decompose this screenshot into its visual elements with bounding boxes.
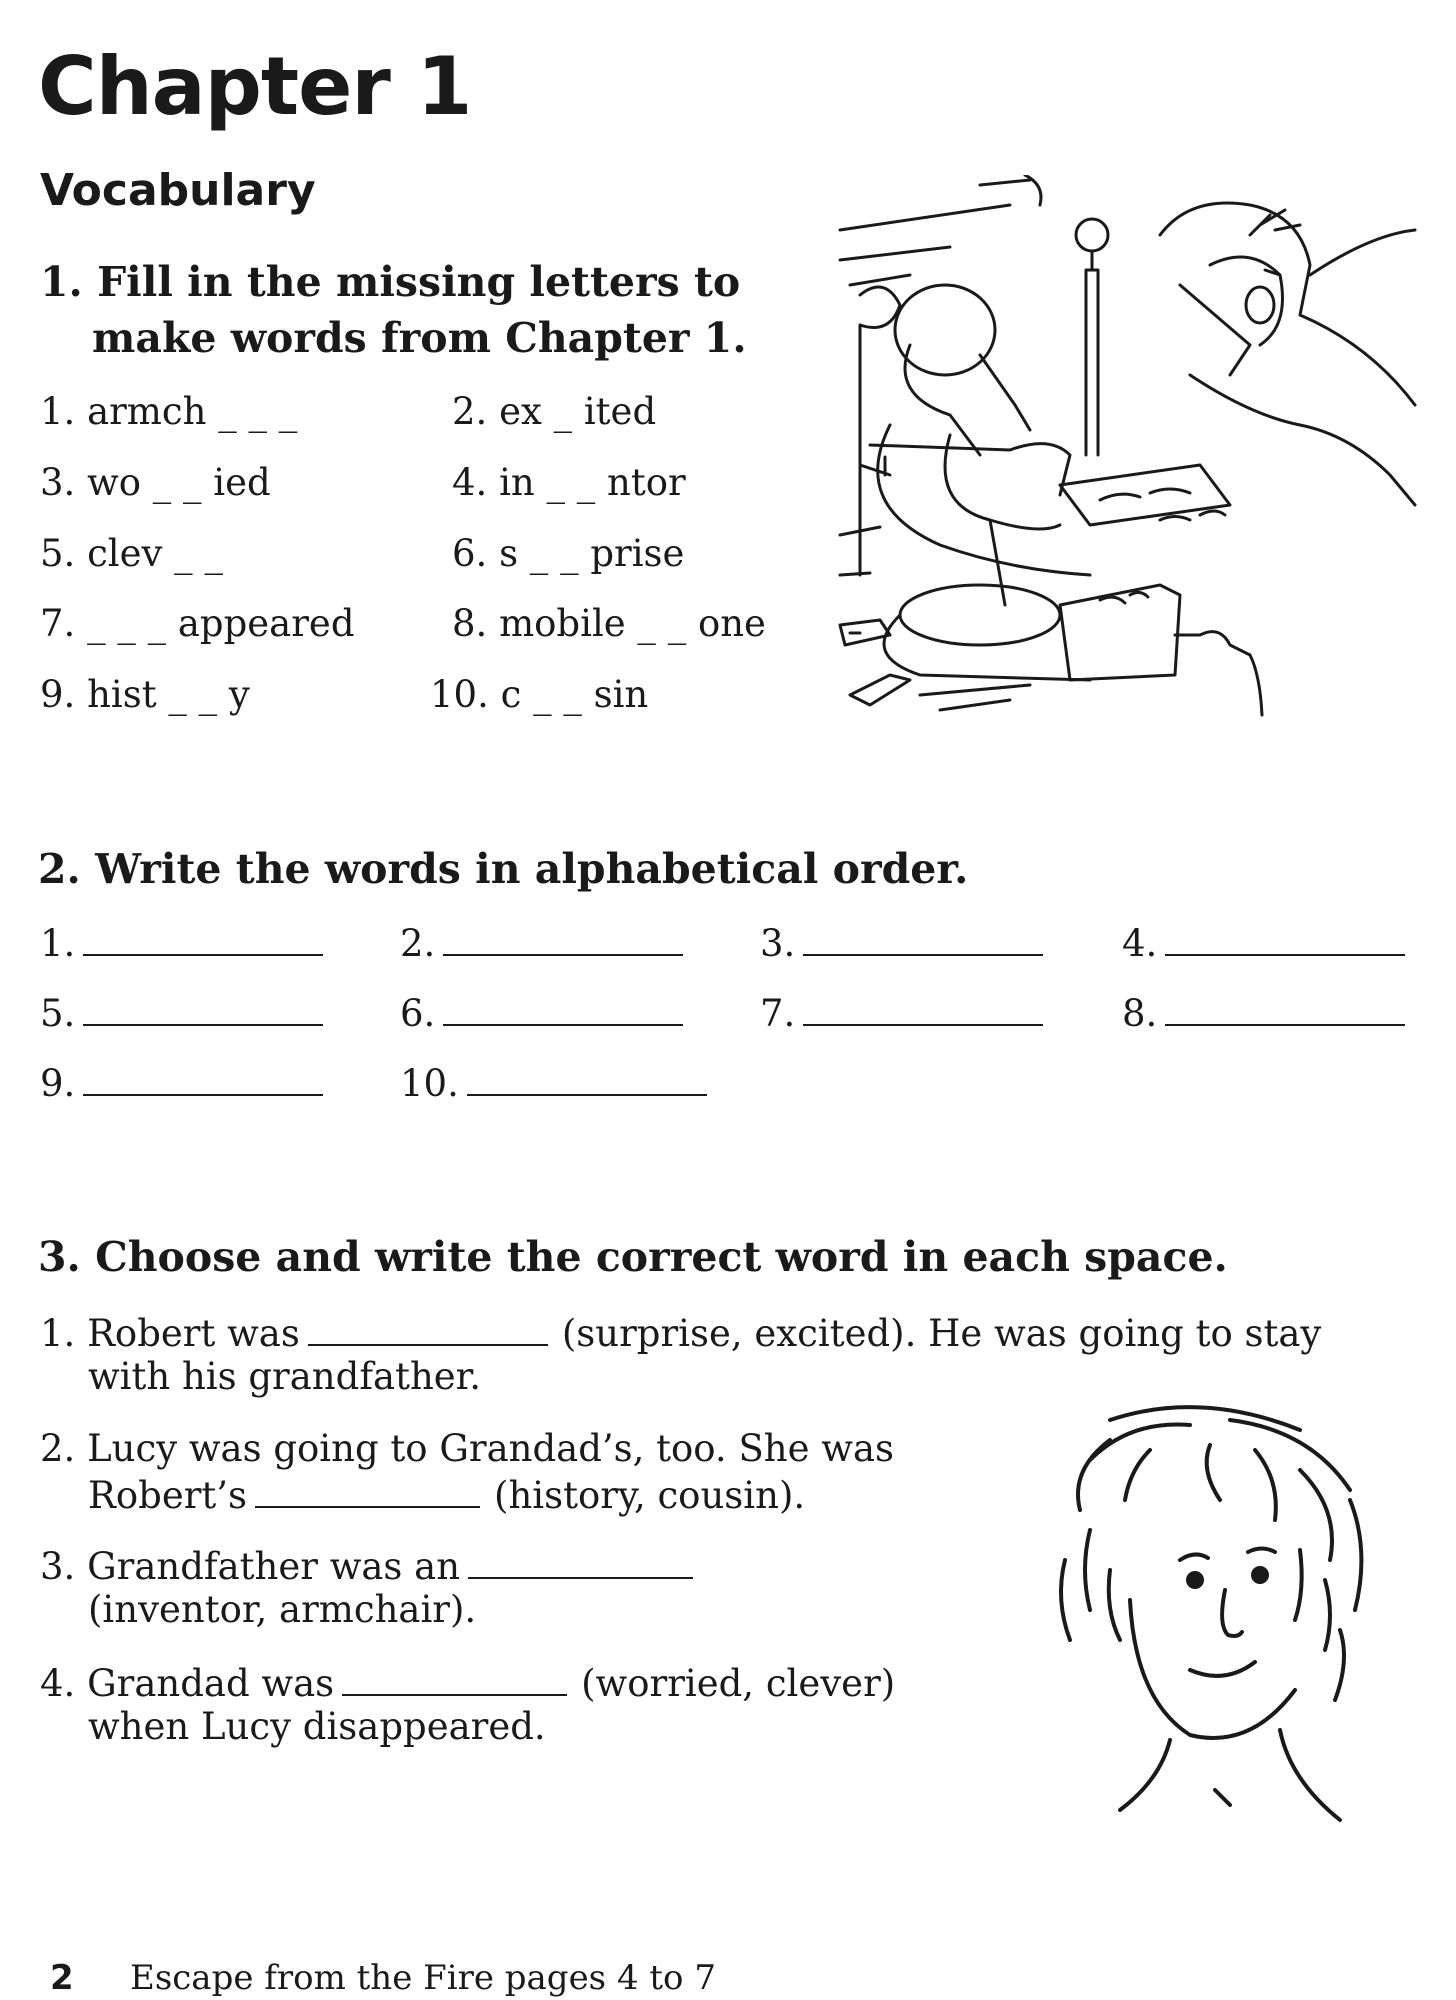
exercise1-item: 8. mobile _ _ one [452,602,766,645]
answer-blank[interactable] [443,920,683,956]
question-text: (history, cousin). [494,1474,806,1517]
question-text: Robert’s [88,1474,248,1517]
exercise1-item: 1. armch _ _ _ [40,390,298,433]
exercise1-item: 5. clev _ _ [40,532,223,575]
page-number: 2 [50,1958,74,1998]
question-text: with his grandfather. [88,1355,482,1398]
exercise3-question-4 [40,1660,895,1705]
question-text: Lucy was going to Grandad’s, too. She was [87,1427,894,1470]
alpha-order-slot[interactable] [400,990,683,1035]
slot-number: 4. [1122,922,1158,965]
answer-blank[interactable] [467,1060,707,1096]
girl-portrait-illustration [1050,1400,1390,1830]
exercise3-question-3 [40,1543,693,1588]
question-text: (surprise, excited). He was going to stay [561,1312,1322,1355]
question-number: 4. [40,1662,76,1705]
exercise1-item: 6. s _ _ prise [452,532,685,575]
exercise3-question-1 [40,1310,1321,1355]
alpha-order-slot[interactable] [1122,920,1405,965]
answer-blank[interactable] [83,1060,323,1096]
question-number: 3. [40,1545,76,1588]
answer-blank[interactable] [443,990,683,1026]
alpha-order-slot[interactable] [40,990,323,1035]
slot-number: 6. [400,992,436,1035]
slot-number: 1. [40,922,76,965]
exercise3-question-2 [40,1427,894,1470]
alpha-order-slot[interactable] [1122,990,1405,1035]
question-text: Grandad was [87,1662,335,1705]
answer-blank[interactable] [83,990,323,1026]
question-text: Grandfather was an [87,1545,461,1588]
answer-blank[interactable] [1165,920,1405,956]
alpha-order-slot[interactable] [400,920,683,965]
answer-blank[interactable] [308,1310,548,1346]
question-number: 2. [40,1427,76,1470]
answer-blank[interactable] [803,920,1043,956]
question-text: when Lucy disappeared. [88,1705,546,1748]
exercise1-item: 4. in _ _ ntor [452,461,686,504]
slot-number: 9. [40,1062,76,1105]
answer-blank[interactable] [1165,990,1405,1026]
exercise1-item: 10. c _ _ sin [430,673,649,716]
question-text: (worried, clever) [581,1662,896,1705]
question-number: 1. [40,1312,76,1355]
alpha-order-slot[interactable] [400,1060,707,1105]
question-text: Robert was [87,1312,300,1355]
exercise1-item: 3. wo _ _ ied [40,461,271,504]
footer-book-reference: Escape from the Fire pages 4 to 7 [130,1958,716,1998]
slot-number: 2. [400,922,436,965]
exercise1-heading-line2: make words from Chapter 1. [92,314,747,362]
exercise3-heading: 3. Choose and write the correct word in each space. [38,1233,1228,1281]
exercise1-item: 7. _ _ _ appeared [40,602,355,645]
exercise1-item: 2. ex _ ited [452,390,657,433]
answer-blank[interactable] [255,1472,480,1508]
alpha-order-slot[interactable] [760,920,1043,965]
answer-blank[interactable] [468,1543,693,1579]
alpha-order-slot[interactable] [40,920,323,965]
answer-blank[interactable] [83,920,323,956]
answer-blank[interactable] [803,990,1043,1026]
exercise3-question-2-line2 [88,1472,805,1517]
exercise2-heading: 2. Write the words in alphabetical order. [38,845,969,893]
section-heading: Vocabulary [40,165,316,216]
alpha-order-slot[interactable] [40,1060,323,1105]
alpha-order-slot[interactable] [760,990,1043,1035]
slot-number: 10. [400,1062,459,1105]
slot-number: 7. [760,992,796,1035]
chapter-title: Chapter 1 [38,40,472,133]
answer-blank[interactable] [342,1660,567,1696]
slot-number: 3. [760,922,796,965]
slot-number: 5. [40,992,76,1035]
question-text: (inventor, armchair). [88,1588,477,1631]
exercise1-heading-line1: 1. Fill in the missing letters to [40,258,741,306]
inventor-at-workbench-illustration [830,175,1420,720]
slot-number: 8. [1122,992,1158,1035]
exercise1-item: 9. hist _ _ y [40,673,250,716]
